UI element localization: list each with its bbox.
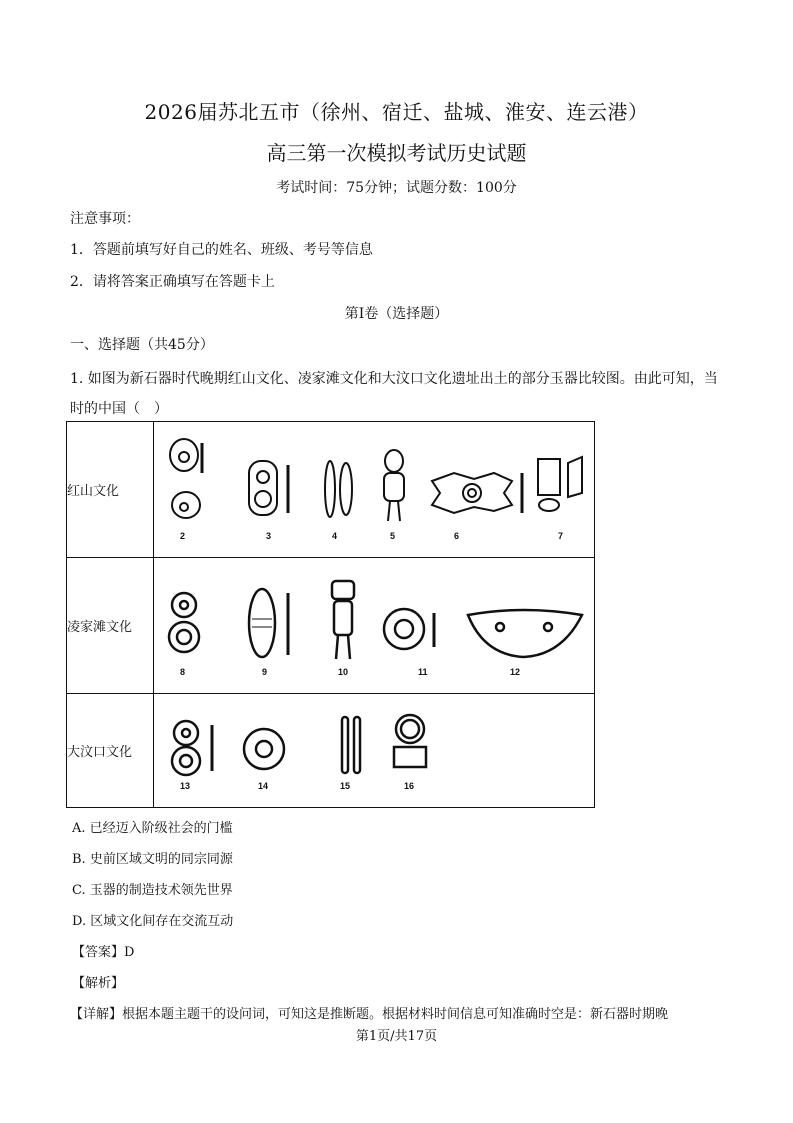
jade-number: 4 (332, 530, 338, 541)
jade-number: 9 (262, 666, 268, 677)
section-title: 一、选择题（共45分） (70, 337, 214, 353)
exam-subtitle: 高三第一次模拟考试历史试题 (266, 141, 527, 165)
answer-label: 【答案】D (72, 945, 135, 960)
table-row (67, 558, 595, 694)
jade-number: 6 (454, 530, 460, 541)
hongshan-jade-figure (154, 423, 594, 557)
notice-heading: 注意事项： (70, 211, 140, 227)
jade-number: 11 (418, 666, 428, 677)
option-c: C. 玉器的制造技术领先世界 (72, 883, 233, 898)
jade-number: 16 (404, 780, 415, 791)
jade-number: 8 (180, 666, 186, 677)
table-row (67, 422, 595, 558)
option-a: A. 已经迈入阶级社会的门槛 (72, 821, 233, 836)
table-row (67, 694, 595, 808)
jade-number: 5 (390, 530, 396, 541)
dawenkou-jade-figure (154, 695, 594, 807)
detail-text: 【详解】根据本题主题干的设问词，可知这是推断题。根据材料时间信息可知准确时空是：新石器时期晚 (70, 1007, 669, 1022)
page-footer: 第1页/共17页 (355, 1029, 438, 1044)
exam-title: 2026届苏北五市（徐州、宿迁、盐城、淮安、连云港） (144, 100, 649, 124)
jade-number: 15 (340, 780, 351, 791)
jade-images-hongshan (154, 422, 595, 558)
jade-number: 10 (338, 666, 349, 677)
exam-info: 考试时间：75分钟；试题分数：100分 (276, 180, 517, 196)
question-stem (70, 364, 725, 424)
lingjiatan-jade-figure (154, 559, 594, 693)
culture-label: 凌家滩文化 (67, 558, 154, 694)
jade-number: 12 (510, 666, 521, 677)
jade-comparison-table (66, 421, 595, 808)
jade-number: 13 (180, 780, 191, 791)
volume-title: 第Ⅰ卷（选择题） (344, 306, 449, 322)
culture-label: 大汶口文化 (67, 694, 154, 808)
analysis-label: 【解析】 (72, 976, 125, 991)
notice-item-1: 1．答题前填写好自己的姓名、班级、考号等信息 (70, 242, 373, 258)
question-stem-line-2: 时的中国（ ） (70, 401, 168, 417)
jade-number: 2 (180, 530, 186, 541)
option-d: D. 区域文化间存在交流互动 (72, 914, 234, 929)
jade-images-dawenkou (154, 694, 595, 808)
jade-number: 14 (258, 780, 269, 791)
culture-label: 红山文化 (67, 422, 154, 558)
jade-number: 7 (558, 530, 564, 541)
jade-number: 3 (266, 530, 272, 541)
question-stem-line-1: 1. 如图为新石器时代晚期红山文化、凌家滩文化和大汶口文化遗址出土的部分玉器比较图。由此可知，当 (70, 371, 718, 387)
option-b: B. 史前区域文明的同宗同源 (72, 852, 233, 867)
notice-item-2: 2．请将答案正确填写在答题卡上 (70, 274, 275, 290)
jade-images-lingjiatan (154, 558, 595, 694)
